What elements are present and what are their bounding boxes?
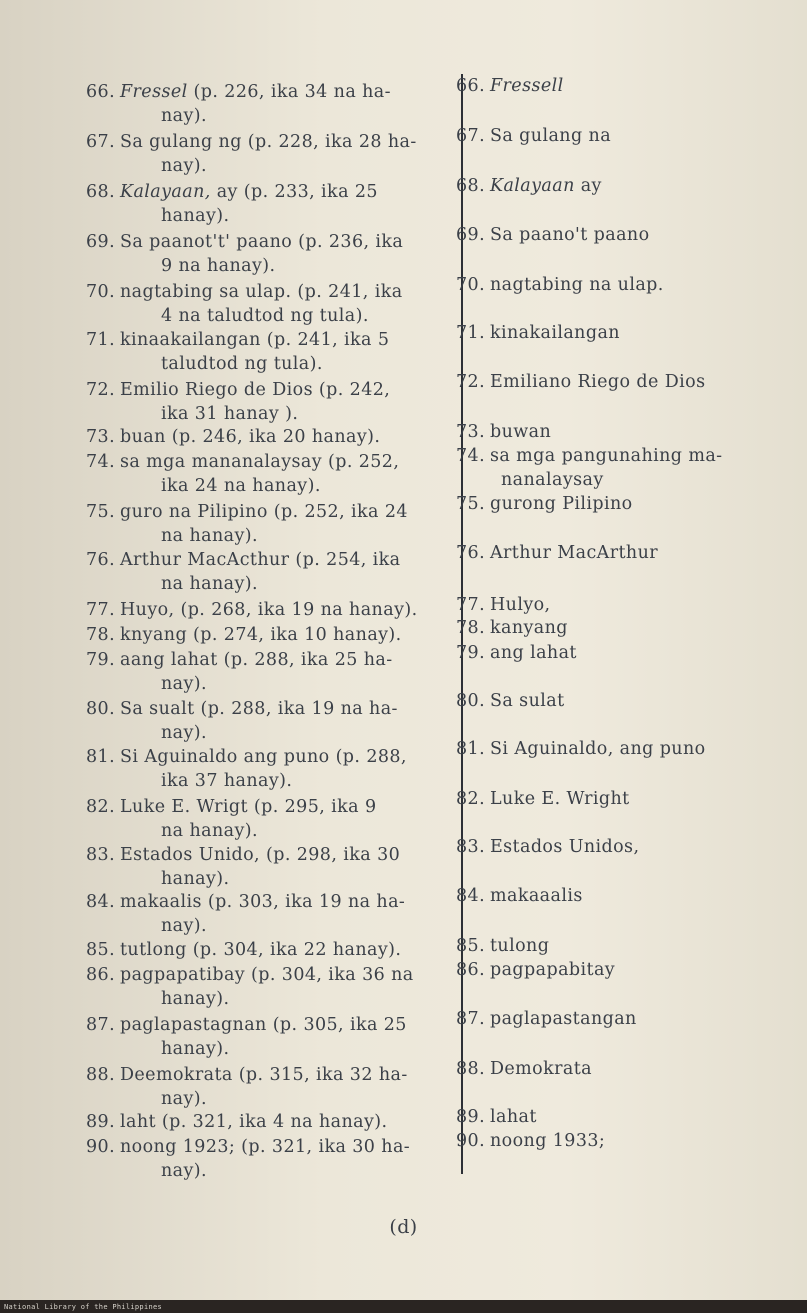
error-entry xyxy=(86,1013,407,1061)
entry-line xyxy=(86,650,393,670)
entry-number: 71. xyxy=(86,330,116,350)
entry-text: noong 1923; (p. 321, ika 30 ha- xyxy=(120,1137,411,1157)
entry-line xyxy=(456,960,615,980)
error-entry xyxy=(86,745,407,793)
error-entry xyxy=(86,598,418,622)
entry-text: sa mga mananalaysay (p. 252, xyxy=(120,452,400,472)
entry-number: 68. xyxy=(86,182,116,202)
entry-text: gurong Pilipino xyxy=(490,494,633,514)
entry-line xyxy=(456,739,706,759)
entry-text: Sa gulang ng (p. 228, ika 28 ha- xyxy=(120,132,417,152)
entry-number: 80. xyxy=(456,691,486,711)
entry-text: buwan xyxy=(490,422,552,442)
entry-continuation: nay). xyxy=(161,674,207,694)
entry-line xyxy=(86,82,391,102)
error-entry xyxy=(86,500,408,548)
entry-number: 84. xyxy=(86,892,116,912)
entry-line xyxy=(456,372,705,392)
entry-line xyxy=(86,452,399,472)
entry-number: 75. xyxy=(86,502,116,522)
entry-line xyxy=(456,595,551,615)
correction-entry xyxy=(456,934,549,958)
entry-text: laht (p. 321, ika 4 na hanay). xyxy=(120,1112,388,1132)
entry-text: paglapastagnan (p. 305, ika 25 xyxy=(120,1015,407,1035)
entry-line xyxy=(456,789,630,809)
entry-line xyxy=(86,1065,408,1085)
entry-line xyxy=(456,543,658,563)
error-entry xyxy=(86,648,393,696)
entry-number: 79. xyxy=(86,650,116,670)
correction-entry xyxy=(456,787,630,811)
entry-line xyxy=(456,275,664,295)
entry-line xyxy=(86,1112,387,1132)
entry-number: 78. xyxy=(456,618,486,638)
entry-text: kinakailangan xyxy=(490,323,620,343)
error-entry xyxy=(86,1063,408,1111)
entry-number: 85. xyxy=(456,936,486,956)
entry-text: Luke E. Wright xyxy=(490,789,630,809)
entry-text: Emiliano Riego de Dios xyxy=(490,372,706,392)
entry-number: 69. xyxy=(456,225,486,245)
entry-line xyxy=(86,427,380,447)
error-entry xyxy=(86,1110,387,1134)
correction-entry xyxy=(456,616,568,640)
error-entry xyxy=(86,890,405,938)
error-entry xyxy=(86,548,401,596)
entry-line xyxy=(456,323,620,343)
entry-number: 83. xyxy=(456,837,486,857)
entry-continuation: hanay). xyxy=(161,206,230,226)
entry-number: 79. xyxy=(456,643,486,663)
entry-continuation: nanalaysay xyxy=(501,470,604,490)
entry-line xyxy=(86,502,408,522)
entry-line xyxy=(456,126,611,146)
error-entry xyxy=(86,623,402,647)
entry-continuation: ika 31 hanay ). xyxy=(161,404,299,424)
entry-line xyxy=(456,691,565,711)
entry-line xyxy=(456,1131,605,1151)
correction-entry xyxy=(456,1007,637,1031)
entry-text: paglapastangan xyxy=(490,1009,637,1029)
entry-line xyxy=(86,282,403,302)
error-entry xyxy=(86,230,403,278)
entry-text: pagpapatibay (p. 304, ika 36 na xyxy=(120,965,414,985)
error-entry xyxy=(86,1135,410,1183)
error-entry xyxy=(86,450,399,498)
entry-number: 75. xyxy=(456,494,486,514)
entry-continuation: taludtod ng tula). xyxy=(161,354,323,374)
correction-entry xyxy=(456,1129,605,1153)
entry-number: 82. xyxy=(86,797,116,817)
entry-line xyxy=(86,747,407,767)
entry-text: Hulyo, xyxy=(490,595,551,615)
entry-text: Deemokrata (p. 315, ika 32 ha- xyxy=(120,1065,408,1085)
entry-text: lahat xyxy=(490,1107,537,1127)
error-entry xyxy=(86,280,403,328)
entry-text: Arthur MacArthur xyxy=(490,543,659,563)
error-entry xyxy=(86,697,398,745)
entry-text: Estados Unidos, xyxy=(490,837,640,857)
entry-text: makaaalis xyxy=(490,886,583,906)
entry-line xyxy=(86,1015,407,1035)
entry-number: 87. xyxy=(86,1015,116,1035)
entry-line xyxy=(456,837,639,857)
entry-text: nagtabing na ulap. xyxy=(490,275,664,295)
entry-line xyxy=(456,422,551,442)
correction-entry xyxy=(456,444,723,492)
entry-text: aang lahat (p. 288, ika 25 ha- xyxy=(120,650,393,670)
entry-number: 89. xyxy=(456,1107,486,1127)
entry-line xyxy=(86,965,414,985)
entry-number: 83. xyxy=(86,845,116,865)
error-entry xyxy=(86,425,380,449)
entry-line xyxy=(456,446,723,466)
entry-line xyxy=(86,940,401,960)
entry-line xyxy=(86,182,378,202)
entry-italic-text: Kalayaan xyxy=(490,176,575,196)
entry-continuation: hanay). xyxy=(161,1039,230,1059)
entry-number: 81. xyxy=(86,747,116,767)
error-entry xyxy=(86,795,377,843)
entry-italic-text: Kalayaan, xyxy=(120,182,211,202)
entry-text: tulong xyxy=(490,936,550,956)
entry-continuation: nay). xyxy=(161,1089,207,1109)
entry-line xyxy=(86,625,402,645)
correction-entry xyxy=(456,420,551,444)
entry-line xyxy=(456,643,577,663)
error-entry xyxy=(86,843,400,891)
entry-line xyxy=(86,330,389,350)
correction-entry xyxy=(456,737,706,761)
error-entry xyxy=(86,180,378,228)
entry-number: 70. xyxy=(86,282,116,302)
entry-text-suffix: (p. 226, ika 34 na ha- xyxy=(187,82,391,102)
entry-continuation: hanay). xyxy=(161,869,230,889)
entry-number: 90. xyxy=(86,1137,116,1157)
entry-number: 72. xyxy=(456,372,486,392)
entry-line xyxy=(86,600,418,620)
entry-text: Emilio Riego de Dios (p. 242, xyxy=(120,380,391,400)
correction-entry xyxy=(456,174,602,198)
entry-number: 76. xyxy=(456,543,486,563)
entry-text-suffix: ay xyxy=(574,176,602,196)
entry-continuation: na hanay). xyxy=(161,574,258,594)
entry-text: pagpapabitay xyxy=(490,960,616,980)
entry-continuation: na hanay). xyxy=(161,526,258,546)
entry-number: 88. xyxy=(86,1065,116,1085)
entry-continuation: na hanay). xyxy=(161,821,258,841)
entry-line xyxy=(456,76,564,96)
entry-number: 67. xyxy=(456,126,486,146)
entry-line xyxy=(86,550,401,570)
entry-number: 73. xyxy=(86,427,116,447)
entry-continuation: ika 37 hanay). xyxy=(161,771,293,791)
entry-line xyxy=(456,176,602,196)
entry-text: Sa paano't paano xyxy=(490,225,650,245)
correction-entry xyxy=(456,1057,592,1081)
entry-text: Arthur MacActhur (p. 254, ika xyxy=(120,550,401,570)
error-entry xyxy=(86,963,414,1011)
entry-text: Sa sulat xyxy=(490,691,565,711)
entry-number: 74. xyxy=(86,452,116,472)
entry-text: Sa paanot't' paano (p. 236, ika xyxy=(120,232,404,252)
entry-line xyxy=(456,225,650,245)
correction-entry xyxy=(456,124,611,148)
entry-text: makaalis (p. 303, ika 19 na ha- xyxy=(120,892,406,912)
entry-number: 76. xyxy=(86,550,116,570)
entry-continuation: nay). xyxy=(161,916,207,936)
entry-number: 72. xyxy=(86,380,116,400)
correction-entry xyxy=(456,689,565,713)
entry-continuation: nay). xyxy=(161,723,207,743)
entry-italic-text: Fressel xyxy=(120,82,188,102)
entry-line xyxy=(86,845,400,865)
entry-text: knyang (p. 274, ika 10 hanay). xyxy=(120,625,402,645)
entry-continuation: 4 na taludtod ng tula). xyxy=(161,306,369,326)
entry-continuation: 9 na hanay). xyxy=(161,256,276,276)
entry-line xyxy=(86,232,403,252)
entry-number: 86. xyxy=(86,965,116,985)
error-entry xyxy=(86,130,417,178)
entry-number: 80. xyxy=(86,699,116,719)
entry-text-suffix: ay (p. 233, ika 25 xyxy=(210,182,378,202)
correction-entry xyxy=(456,273,664,297)
entry-line xyxy=(86,1137,410,1157)
entry-number: 77. xyxy=(86,600,116,620)
entry-line xyxy=(456,618,568,638)
error-entry xyxy=(86,938,401,962)
entry-line xyxy=(456,1059,592,1079)
error-entry xyxy=(86,80,391,128)
entry-text: Huyo, (p. 268, ika 19 na hanay). xyxy=(120,600,418,620)
correction-entry xyxy=(456,74,564,98)
entry-number: 78. xyxy=(86,625,116,645)
entry-text: Si Aguinaldo ang puno (p. 288, xyxy=(120,747,407,767)
entry-text: noong 1933; xyxy=(490,1131,606,1151)
entry-text: tutlong (p. 304, ika 22 hanay). xyxy=(120,940,402,960)
entry-number: 66. xyxy=(86,82,116,102)
entry-text: kanyang xyxy=(490,618,568,638)
entry-number: 82. xyxy=(456,789,486,809)
correction-entry xyxy=(456,593,551,617)
entry-number: 87. xyxy=(456,1009,486,1029)
entry-text: Si Aguinaldo, ang puno xyxy=(490,739,706,759)
correction-entry xyxy=(456,370,705,394)
error-entry xyxy=(86,378,390,426)
entry-continuation: hanay). xyxy=(161,989,230,1009)
entry-number: 84. xyxy=(456,886,486,906)
entry-text: Estados Unido, (p. 298, ika 30 xyxy=(120,845,401,865)
entry-text: nagtabing sa ulap. (p. 241, ika xyxy=(120,282,403,302)
entry-line xyxy=(86,380,390,400)
correction-entry xyxy=(456,223,650,247)
entry-number: 85. xyxy=(86,940,116,960)
error-entry xyxy=(86,328,389,376)
entry-line xyxy=(456,1009,637,1029)
correction-entry xyxy=(456,958,615,982)
correction-entry xyxy=(456,835,639,859)
entry-italic-text: Fressell xyxy=(490,76,564,96)
correction-entry xyxy=(456,641,577,665)
entry-continuation: nay). xyxy=(161,106,207,126)
entry-number: 74. xyxy=(456,446,486,466)
entry-continuation: nay). xyxy=(161,156,207,176)
entry-text: Sa sualt (p. 288, ika 19 na ha- xyxy=(120,699,398,719)
entry-number: 71. xyxy=(456,323,486,343)
entry-number: 70. xyxy=(456,275,486,295)
correction-entry xyxy=(456,884,583,908)
entry-text: ang lahat xyxy=(490,643,577,663)
entry-line xyxy=(456,886,583,906)
entry-text: Demokrata xyxy=(490,1059,592,1079)
correction-entry xyxy=(456,492,633,516)
entry-number: 90. xyxy=(456,1131,486,1151)
entry-number: 89. xyxy=(86,1112,116,1132)
entry-text: guro na Pilipino (p. 252, ika 24 xyxy=(120,502,408,522)
entry-text: Sa gulang na xyxy=(490,126,612,146)
entry-number: 81. xyxy=(456,739,486,759)
entry-text: Luke E. Wrigt (p. 295, ika 9 xyxy=(120,797,377,817)
entry-continuation: ika 24 na hanay). xyxy=(161,476,321,496)
entry-line xyxy=(86,132,417,152)
correction-entry xyxy=(456,321,620,345)
entry-line xyxy=(456,494,633,514)
entry-line xyxy=(86,797,377,817)
entry-text: kinaakailangan (p. 241, ika 5 xyxy=(120,330,390,350)
entry-line xyxy=(86,699,398,719)
entry-number: 88. xyxy=(456,1059,486,1079)
entry-line xyxy=(456,1107,537,1127)
correction-entry xyxy=(456,541,658,565)
library-footer: National Library of the Philippines xyxy=(4,1303,163,1311)
entry-line xyxy=(456,936,549,956)
entry-number: 68. xyxy=(456,176,486,196)
entry-number: 69. xyxy=(86,232,116,252)
entry-text: sa mga pangunahing ma- xyxy=(490,446,723,466)
page-number: (d) xyxy=(389,1216,418,1238)
entry-number: 67. xyxy=(86,132,116,152)
entry-number: 86. xyxy=(456,960,486,980)
entry-text: buan (p. 246, ika 20 hanay). xyxy=(120,427,381,447)
entry-number: 73. xyxy=(456,422,486,442)
entry-continuation: nay). xyxy=(161,1161,207,1181)
entry-number: 77. xyxy=(456,595,486,615)
entry-line xyxy=(86,892,405,912)
correction-entry xyxy=(456,1105,537,1129)
entry-number: 66. xyxy=(456,76,486,96)
